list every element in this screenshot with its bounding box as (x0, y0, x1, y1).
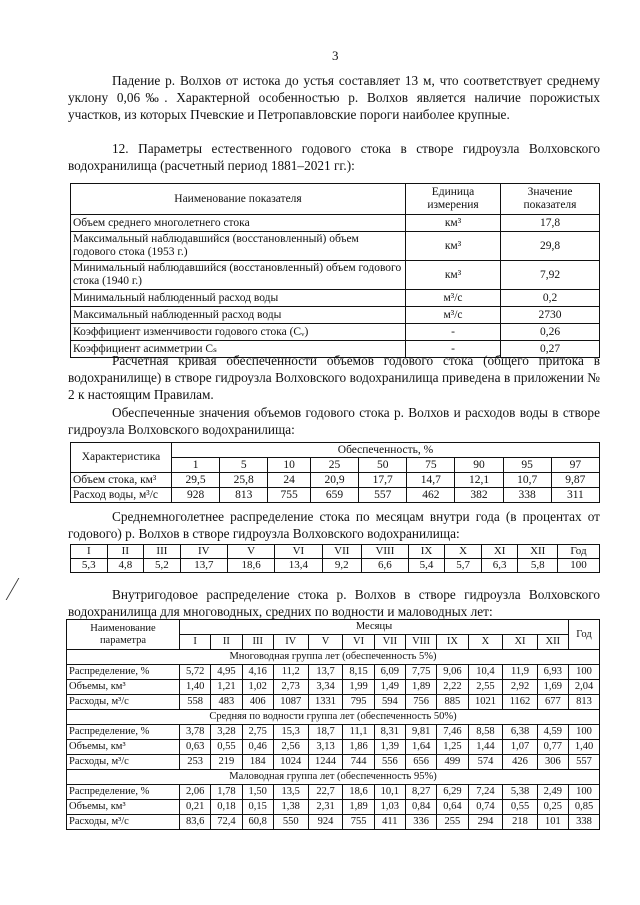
table-row (67, 695, 600, 710)
table-cell: 6,3 (481, 559, 518, 573)
table-cell: 0,74 (468, 800, 503, 815)
table-row (67, 680, 600, 695)
table-cell: 2,49 (537, 785, 568, 800)
header-cell: 90 (455, 458, 503, 473)
table-cell: 1,64 (406, 740, 437, 755)
table-cell: 338 (503, 488, 551, 503)
table-cell: 1,89 (406, 680, 437, 695)
table-cell: 5,72 (180, 665, 211, 680)
table-cell: 928 (172, 488, 220, 503)
table-cell: 2,73 (273, 680, 308, 695)
table-cell: 306 (537, 755, 568, 770)
header-cell: VIII (362, 545, 409, 559)
table-row (71, 290, 600, 307)
table-cell: 6,93 (537, 665, 568, 680)
table-cell: 1087 (273, 695, 308, 710)
table-cell: 338 (569, 815, 600, 830)
annual-runoff-parameters-table (70, 183, 600, 358)
table-cell: 8,58 (468, 725, 503, 740)
table-cell: 1,86 (343, 740, 374, 755)
table-header-row (71, 184, 600, 215)
table-cell: 1,07 (503, 740, 537, 755)
table-cell: 10,1 (374, 785, 405, 800)
table-cell: 3,78 (180, 725, 211, 740)
table-cell: 756 (406, 695, 437, 710)
table-cell: 9,06 (437, 665, 468, 680)
table-cell: 5,2 (144, 559, 181, 573)
table-cell: км³ (406, 232, 501, 261)
table-cell: м³/с (406, 307, 501, 324)
header-cell: V (227, 545, 274, 559)
table-cell: 795 (343, 695, 374, 710)
table-cell: Максимальный наблюденный расход воды (71, 307, 406, 324)
table-cell: 9,2 (322, 559, 362, 573)
header-cell: 75 (407, 458, 455, 473)
table-cell: 0,55 (211, 740, 242, 755)
table-cell: 18,7 (308, 725, 343, 740)
table-cell: 744 (343, 755, 374, 770)
group-title-row (67, 710, 600, 725)
table-cell: 1,03 (374, 800, 405, 815)
table-cell: 677 (537, 695, 568, 710)
table-cell: 659 (310, 488, 358, 503)
table-cell: 558 (180, 695, 211, 710)
header-cell: Год (557, 545, 599, 559)
table-row (67, 725, 600, 740)
table-cell: 2,31 (308, 800, 343, 815)
table-cell: 10,4 (468, 665, 503, 680)
header-cell: Год (569, 620, 600, 650)
row-label: Расходы, м³/с (67, 695, 180, 710)
table-cell: 14,7 (407, 473, 455, 488)
header-cell: I (71, 545, 108, 559)
margin-pen-mark (6, 578, 40, 600)
table-cell: 924 (308, 815, 343, 830)
table-cell: 15,3 (273, 725, 308, 740)
table-cell: 4,59 (537, 725, 568, 740)
header-cell: III (242, 635, 273, 650)
table-cell: 0,26 (501, 324, 600, 341)
table-cell: 1021 (468, 695, 503, 710)
table-cell: 2,04 (569, 680, 600, 695)
table-cell: 2730 (501, 307, 600, 324)
table-cell: 294 (468, 815, 503, 830)
table-cell: 574 (468, 755, 503, 770)
table-header-row (67, 620, 600, 635)
table-cell: 0,64 (437, 800, 468, 815)
table-cell: 0,84 (406, 800, 437, 815)
table-cell: 4,95 (211, 665, 242, 680)
table-cell: 0,25 (537, 800, 568, 815)
table-cell: 83,6 (180, 815, 211, 830)
table-row (71, 215, 600, 232)
table-cell: Минимальный наблюденный расход воды (71, 290, 406, 307)
table-cell: 24 (268, 473, 311, 488)
table-cell: 556 (374, 755, 405, 770)
table-cell: 100 (569, 725, 600, 740)
table-cell: 72,4 (211, 815, 242, 830)
table-row (67, 740, 600, 755)
table-cell: 550 (273, 815, 308, 830)
table-cell: 0,18 (211, 800, 242, 815)
table-row (67, 785, 600, 800)
header-cell: Характеристика (71, 443, 172, 473)
table-cell: 7,46 (437, 725, 468, 740)
table-cell: 5,4 (408, 559, 445, 573)
table-cell: 0,63 (180, 740, 211, 755)
table-cell: 9,87 (551, 473, 599, 488)
paragraph-fall: Падение р. Волхов от истока до устья составляет 13 м, что соответствует среднему уклону 0,06‰. Характерной особенностью р. Волхов является наличие порожистых участков, из которых Пчевские и Петропавловские пороги наиболее крупные. (68, 73, 600, 122)
header-cell: 97 (551, 458, 599, 473)
group-title: Средняя по водности группа лет (обеспеченность 50%) (67, 710, 600, 725)
table-cell: 2,22 (437, 680, 468, 695)
table-cell: 9,81 (406, 725, 437, 740)
header-cell: XI (503, 635, 537, 650)
table-cell: 7,75 (406, 665, 437, 680)
table-cell: 1,78 (211, 785, 242, 800)
table-cell: Коэффициент изменчивости годового стока (Cᵥ) (71, 324, 406, 341)
table-cell: 10,7 (503, 473, 551, 488)
table-cell: 5,38 (503, 785, 537, 800)
table-cell: 1331 (308, 695, 343, 710)
table-cell: 8,15 (343, 665, 374, 680)
row-label: Распределение, % (67, 725, 180, 740)
table-row (71, 232, 600, 261)
row-label: Объемы, км³ (67, 800, 180, 815)
intra-annual-table (66, 619, 600, 830)
header-cell: 5 (220, 458, 268, 473)
row-label: Объемы, км³ (67, 740, 180, 755)
table-cell: км³ (406, 215, 501, 232)
table-cell: 3,28 (211, 725, 242, 740)
table-cell: - (406, 324, 501, 341)
table-cell: км³ (406, 261, 501, 290)
table-cell: 13,4 (275, 559, 322, 573)
header-cell: II (211, 635, 242, 650)
table-cell: 0,15 (242, 800, 273, 815)
table-cell: 656 (406, 755, 437, 770)
table-cell: 885 (437, 695, 468, 710)
table-row (67, 665, 600, 680)
table-cell: 218 (503, 815, 537, 830)
table-cell: 12,1 (455, 473, 503, 488)
table-cell: 1,40 (569, 740, 600, 755)
header-cell: VI (275, 545, 322, 559)
table-cell: 100 (569, 665, 600, 680)
table-cell: 11,9 (503, 665, 537, 680)
table-cell: 411 (374, 815, 405, 830)
table-cell: 557 (359, 488, 407, 503)
table-cell: 0,46 (242, 740, 273, 755)
header-cell: 95 (503, 458, 551, 473)
table-cell: 7,24 (468, 785, 503, 800)
table-cell: 101 (537, 815, 568, 830)
page-number: 3 (332, 48, 339, 63)
header-cell: Единица измерения (406, 184, 501, 215)
header-cell: 25 (310, 458, 358, 473)
table-cell: 60,8 (242, 815, 273, 830)
table-cell: 20,9 (310, 473, 358, 488)
table-cell: Максимальный наблюдавшийся (восстановленный) объем годового стока (1953 г.) (71, 232, 406, 261)
table-cell: 255 (437, 815, 468, 830)
table-cell: 4,16 (242, 665, 273, 680)
header-cell: XII (537, 635, 568, 650)
table-cell: 0,77 (537, 740, 568, 755)
row-label: Распределение, % (67, 665, 180, 680)
table-cell: 1,44 (468, 740, 503, 755)
header-cell: V (308, 635, 343, 650)
header-cell: III (144, 545, 181, 559)
table-cell: 13,7 (180, 559, 227, 573)
header-cell: IV (180, 545, 227, 559)
header-cell: Наименование показателя (71, 184, 406, 215)
table-cell: 3,13 (308, 740, 343, 755)
table-cell: 557 (569, 755, 600, 770)
table-cell: 1244 (308, 755, 343, 770)
table-cell: 11,2 (273, 665, 308, 680)
monthly-distribution-table (70, 544, 600, 573)
table-cell: 11,1 (343, 725, 374, 740)
header-cell: VIII (406, 635, 437, 650)
table-cell: 100 (569, 785, 600, 800)
header-cell: X (468, 635, 503, 650)
table-cell: 2,92 (503, 680, 537, 695)
table-cell: 17,8 (501, 215, 600, 232)
table-cell: 3,34 (308, 680, 343, 695)
header-cell: Значение показателя (501, 184, 600, 215)
header-cell: X (445, 545, 482, 559)
table-cell: 0,2 (501, 290, 600, 307)
table-cell: 755 (268, 488, 311, 503)
table-cell: 755 (343, 815, 374, 830)
table-cell: 1024 (273, 755, 308, 770)
table-cell: 1,02 (242, 680, 273, 695)
group-title: Многоводная группа лет (обеспеченность 5%) (67, 650, 600, 665)
table-cell: 100 (557, 559, 599, 573)
table-cell: 4,8 (107, 559, 144, 573)
paragraph-curve: Расчетная кривая обеспеченности объемов годового стока (общего притока в водохранилище) в створе гидроузла Волховского водохранилища приведена в приложении № 2 к настоящим Правилам. (68, 353, 600, 402)
table-cell: 29,5 (172, 473, 220, 488)
table-cell: 594 (374, 695, 405, 710)
table-cell: - (406, 341, 501, 358)
table-cell: 25,8 (220, 473, 268, 488)
header-cell: XI (481, 545, 518, 559)
table-cell: 253 (180, 755, 211, 770)
header-cell: VI (343, 635, 374, 650)
table-cell: 1,40 (180, 680, 211, 695)
row-label: Расходы, м³/с (67, 815, 180, 830)
header-cell: Обеспеченность, % (172, 443, 600, 458)
provided-runoff-table (70, 442, 600, 503)
group-title: Маловодная группа лет (обеспеченность 95%) (67, 770, 600, 785)
table-row (71, 324, 600, 341)
table-cell: 13,7 (308, 665, 343, 680)
table-header-row (71, 545, 600, 559)
table-cell: Коэффициент асимметрии Cₛ (71, 341, 406, 358)
table-cell: 382 (455, 488, 503, 503)
table-cell: Минимальный наблюдавшийся (восстановленный) объем годового стока (1940 г.) (71, 261, 406, 290)
header-cell: VII (322, 545, 362, 559)
table-cell: 6,09 (374, 665, 405, 680)
table-cell: 0,85 (569, 800, 600, 815)
header-cell: Наименование параметра (67, 620, 180, 650)
table-cell: 311 (551, 488, 599, 503)
table-cell: 184 (242, 755, 273, 770)
table-cell: 29,8 (501, 232, 600, 261)
table-cell: Объем среднего многолетнего стока (71, 215, 406, 232)
table-cell: 1,99 (343, 680, 374, 695)
table-cell: 813 (220, 488, 268, 503)
table-row (71, 261, 600, 290)
table-cell: 462 (407, 488, 455, 503)
table-row (71, 307, 600, 324)
table-cell: 5,8 (518, 559, 558, 573)
header-cell: Месяцы (180, 620, 569, 635)
row-label: Распределение, % (67, 785, 180, 800)
header-cell: 1 (172, 458, 220, 473)
table-cell: 1,38 (273, 800, 308, 815)
paragraph-intra-annual: Внутригодовое распределение стока р. Волхов в створе гидроузла Волховского водохранилища для многоводных, средних по водности и маловодных лет: (68, 587, 600, 619)
table-cell: 336 (406, 815, 437, 830)
table-cell: 0,21 (180, 800, 211, 815)
header-cell: I (180, 635, 211, 650)
group-title-row (67, 770, 600, 785)
table-cell: 2,06 (180, 785, 211, 800)
table-cell: м³/с (406, 290, 501, 307)
table-cell: Расход воды, м³/с (71, 488, 172, 503)
table-cell: 2,55 (468, 680, 503, 695)
table-cell: 6,29 (437, 785, 468, 800)
table-cell: 1,39 (374, 740, 405, 755)
table-cell: 1,21 (211, 680, 242, 695)
table-cell: 0,55 (503, 800, 537, 815)
table-cell: 1,50 (242, 785, 273, 800)
table-cell: 18,6 (227, 559, 274, 573)
table-cell: 1162 (503, 695, 537, 710)
table-cell: 8,27 (406, 785, 437, 800)
row-label: Расходы, м³/с (67, 755, 180, 770)
table-cell: 5,3 (71, 559, 108, 573)
table-cell: 219 (211, 755, 242, 770)
table-cell: 1,89 (343, 800, 374, 815)
header-cell: 50 (359, 458, 407, 473)
table-cell: 7,92 (501, 261, 600, 290)
table-cell: 499 (437, 755, 468, 770)
paragraph-provided-values: Обеспеченные значения объемов годового стока р. Волхов и расходов воды в створе гидроузла Волховского водохранилища: (68, 405, 600, 437)
table-header-row (71, 443, 600, 458)
row-label: Объемы, км³ (67, 680, 180, 695)
header-cell: IV (273, 635, 308, 650)
paragraph-section-12: 12. Параметры естественного годового стока в створе гидроузла Волховского водохранилища (расчетный период 1881–2021 гг.): (68, 141, 600, 173)
table-cell: 426 (503, 755, 537, 770)
header-cell: IX (437, 635, 468, 650)
table-row (71, 473, 600, 488)
paragraph-monthly-mean: Среднемноголетнее распределение стока по месяцам внутри года (в процентах от годового) р. Волхов в створе гидроузла Волховского водохранилища: (68, 509, 600, 541)
header-cell: IX (408, 545, 445, 559)
header-cell: II (107, 545, 144, 559)
table-cell: 2,75 (242, 725, 273, 740)
table-cell: 406 (242, 695, 273, 710)
table-cell: Объем стока, км³ (71, 473, 172, 488)
group-title-row (67, 650, 600, 665)
table-cell: 0,27 (501, 341, 600, 358)
table-row (67, 800, 600, 815)
table-cell: 8,31 (374, 725, 405, 740)
table-cell: 13,5 (273, 785, 308, 800)
header-cell: 10 (268, 458, 311, 473)
table-cell: 6,38 (503, 725, 537, 740)
header-cell: XII (518, 545, 558, 559)
table-cell: 1,25 (437, 740, 468, 755)
table-cell: 6,6 (362, 559, 409, 573)
table-cell: 2,56 (273, 740, 308, 755)
table-cell: 18,6 (343, 785, 374, 800)
table-row (71, 488, 600, 503)
table-cell: 483 (211, 695, 242, 710)
table-cell: 17,7 (359, 473, 407, 488)
header-cell: VII (374, 635, 405, 650)
table-cell: 22,7 (308, 785, 343, 800)
table-row (67, 755, 600, 770)
table-cell: 813 (569, 695, 600, 710)
table-cell: 5,7 (445, 559, 482, 573)
table-cell: 1,49 (374, 680, 405, 695)
table-row (67, 815, 600, 830)
table-row (71, 559, 600, 573)
table-cell: 1,69 (537, 680, 568, 695)
